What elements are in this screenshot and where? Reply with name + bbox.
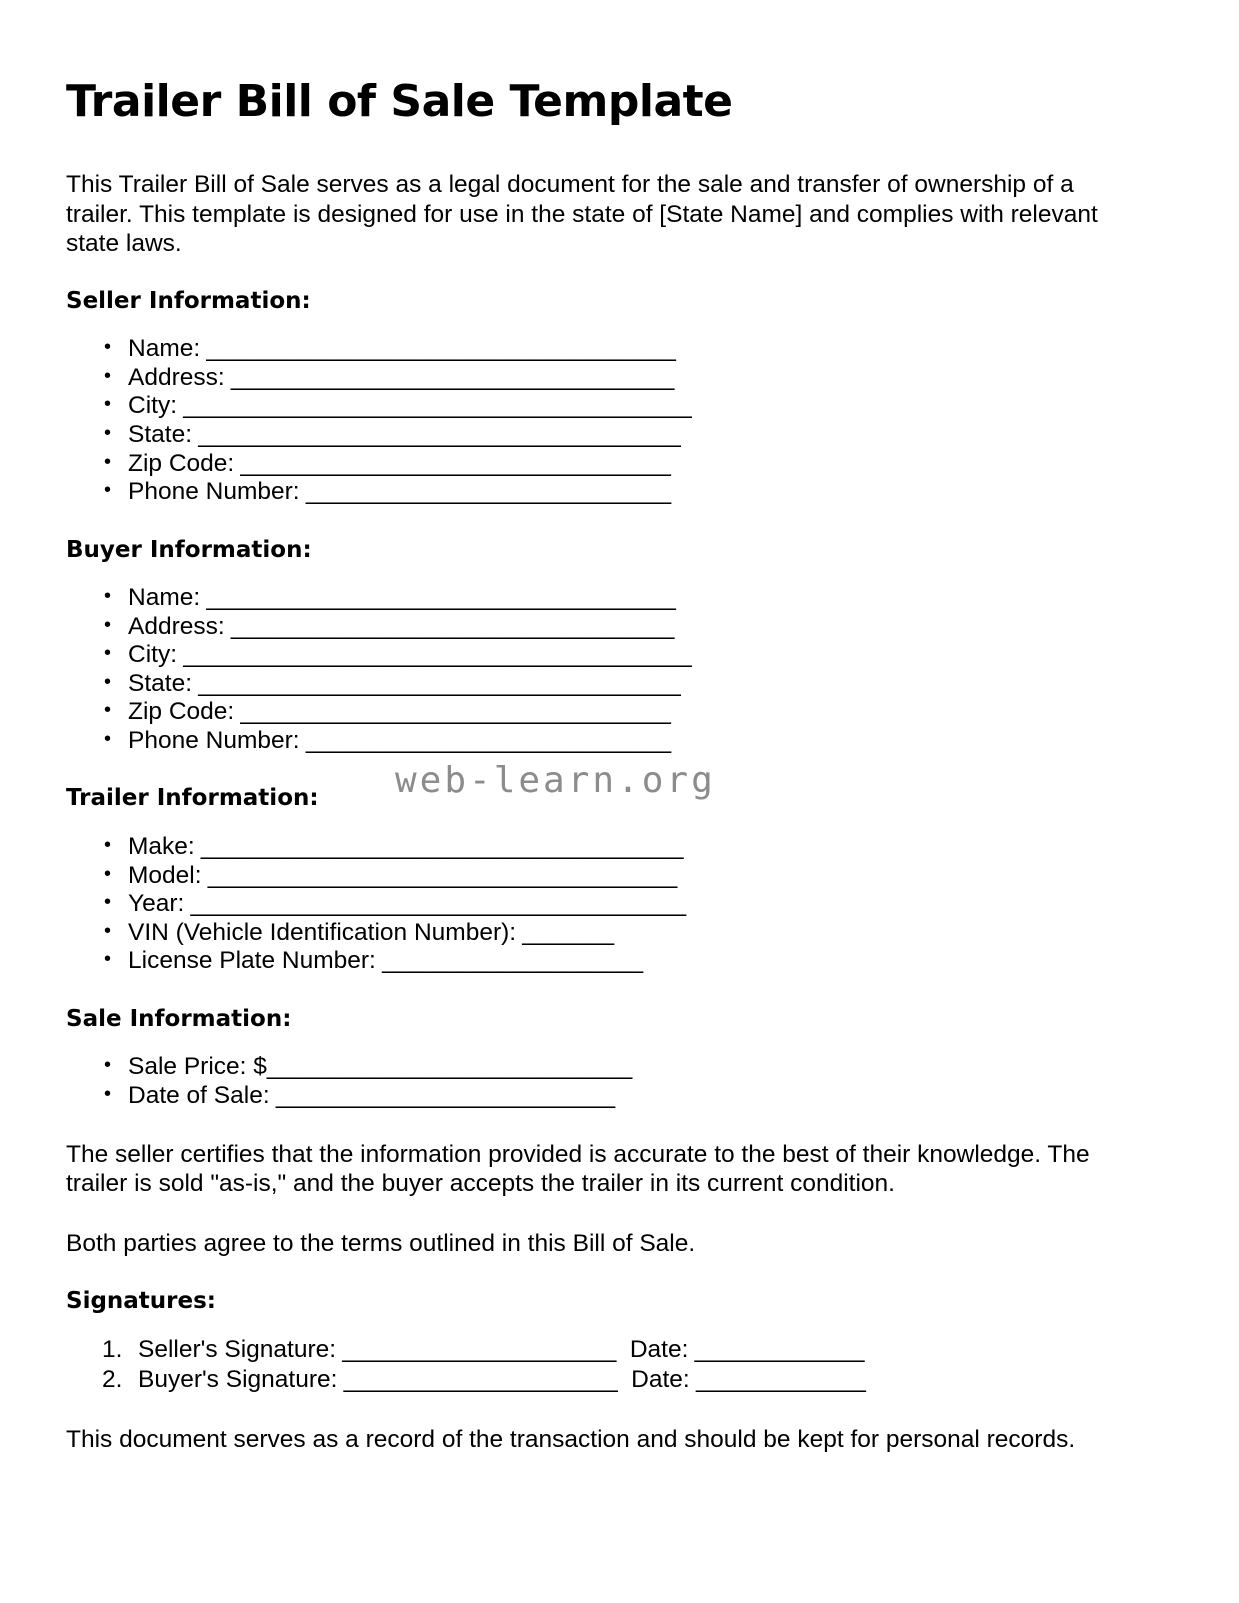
list-item <box>102 1082 1127 1111</box>
field-label: State: <box>128 421 193 448</box>
list-item <box>102 670 1127 699</box>
field-label: State: <box>128 669 193 697</box>
field-label: Address: <box>128 363 225 391</box>
field-blank[interactable]: ______________________________________ <box>184 890 686 918</box>
field-blank[interactable]: ____________________ <box>375 947 643 975</box>
seller-information-heading: Seller Information: <box>66 287 311 314</box>
trailer-information-list <box>66 833 1127 976</box>
agreement-paragraph: Both parties agree to the terms outlined in this Bill of Sale. <box>66 1229 696 1257</box>
list-item <box>102 478 1127 507</box>
field-label: Name: <box>128 584 201 612</box>
field-blank[interactable]: __________________________________ <box>224 612 674 640</box>
seller-information-list <box>66 335 1127 506</box>
sale-information-list <box>66 1053 1127 1110</box>
list-item <box>102 698 1127 727</box>
list-item <box>102 862 1127 891</box>
field-blank[interactable]: ____________________________ <box>299 478 671 506</box>
field-blank[interactable]: _______________________________________ <box>177 392 692 420</box>
list-item <box>102 641 1127 670</box>
field-blank[interactable]: ____________________________________ <box>200 584 676 612</box>
field-label: Make: <box>128 832 195 860</box>
field-blank[interactable]: ____________________________________ <box>201 861 677 889</box>
field-blank[interactable]: _____________________________________ <box>194 832 683 860</box>
field-label: Address: <box>128 612 225 640</box>
field-label: Name: <box>128 335 201 363</box>
date-label: Date: <box>631 1366 690 1394</box>
signature-label: Buyer's Signature: <box>138 1366 338 1394</box>
list-item <box>102 947 1127 976</box>
field-blank[interactable]: __________________________________ <box>224 363 674 391</box>
list-item <box>102 584 1127 613</box>
date-blank[interactable]: _____________ <box>689 1366 866 1394</box>
list-item <box>102 1365 1127 1395</box>
certification-paragraph: The seller certifies that the information provided is accurate to the best of their knowledge. The trailer is sold "as-is," and the buyer accepts the trailer in its current condition. <box>66 1141 1090 1198</box>
signature-blank[interactable]: _____________________ <box>337 1366 618 1394</box>
field-blank[interactable]: ____________________________________ <box>200 335 676 363</box>
field-blank[interactable]: _______ <box>516 918 614 946</box>
field-label: Phone Number: <box>128 478 300 506</box>
list-item <box>102 364 1127 393</box>
field-label: License Plate Number: <box>128 947 376 975</box>
list-item <box>102 1335 1127 1365</box>
date-label: Date: <box>629 1336 689 1364</box>
list-item <box>102 450 1127 479</box>
field-label: Date of Sale: <box>128 1081 270 1109</box>
field-blank[interactable]: ____________________________ <box>299 726 671 754</box>
list-item <box>102 335 1127 364</box>
field-label: Phone Number: <box>128 726 300 754</box>
signature-blank[interactable]: _____________________ <box>336 1336 616 1364</box>
buyer-information-list <box>66 584 1127 755</box>
field-label: Zip Code: <box>128 698 235 726</box>
list-item <box>102 392 1127 421</box>
sale-information-heading: Sale Information: <box>66 1005 292 1032</box>
field-blank[interactable]: _____________________________________ <box>192 421 681 448</box>
list-item <box>102 613 1127 642</box>
field-label: Year: <box>128 890 185 918</box>
field-blank[interactable]: _________________________________ <box>234 698 671 726</box>
field-label: Model: <box>128 861 202 889</box>
watermark: web-learn.org <box>395 760 716 801</box>
list-item <box>102 890 1127 919</box>
field-blank[interactable]: _________________________________ <box>234 449 671 477</box>
buyer-information-heading: Buyer Information: <box>66 536 312 563</box>
trailer-information-heading: Trailer Information: <box>66 785 319 812</box>
list-item <box>102 421 1127 450</box>
field-blank[interactable]: __________________________ <box>269 1081 615 1109</box>
field-blank[interactable]: _______________________________________ <box>177 641 692 669</box>
closing-paragraph: This document serves as a record of the transaction and should be kept for personal records. <box>66 1426 1076 1454</box>
field-blank[interactable]: ____________________________ <box>266 1053 632 1081</box>
field-label: City: <box>128 641 177 669</box>
field-label: City: <box>128 392 177 420</box>
list-item <box>102 1053 1127 1082</box>
signature-label: Seller's Signature: <box>138 1336 337 1364</box>
field-label: VIN (Vehicle Identification Number): <box>128 918 517 946</box>
page-title: Trailer Bill of Sale Template <box>66 76 733 127</box>
field-label: Zip Code: <box>128 449 235 477</box>
list-item <box>102 727 1127 756</box>
intro-paragraph: This Trailer Bill of Sale serves as a legal document for the sale and transfer of ownership of a trailer. This template is designed for use in the state of [State Name] and complies with relevant state laws. <box>66 171 1098 257</box>
field-label: Sale Price: $ <box>128 1053 267 1081</box>
date-blank[interactable]: _____________ <box>688 1336 864 1364</box>
signatures-list <box>66 1335 1127 1395</box>
field-blank[interactable]: _____________________________________ <box>192 669 681 697</box>
list-item <box>102 833 1127 862</box>
signatures-heading: Signatures: <box>66 1287 217 1314</box>
list-item <box>102 919 1127 948</box>
